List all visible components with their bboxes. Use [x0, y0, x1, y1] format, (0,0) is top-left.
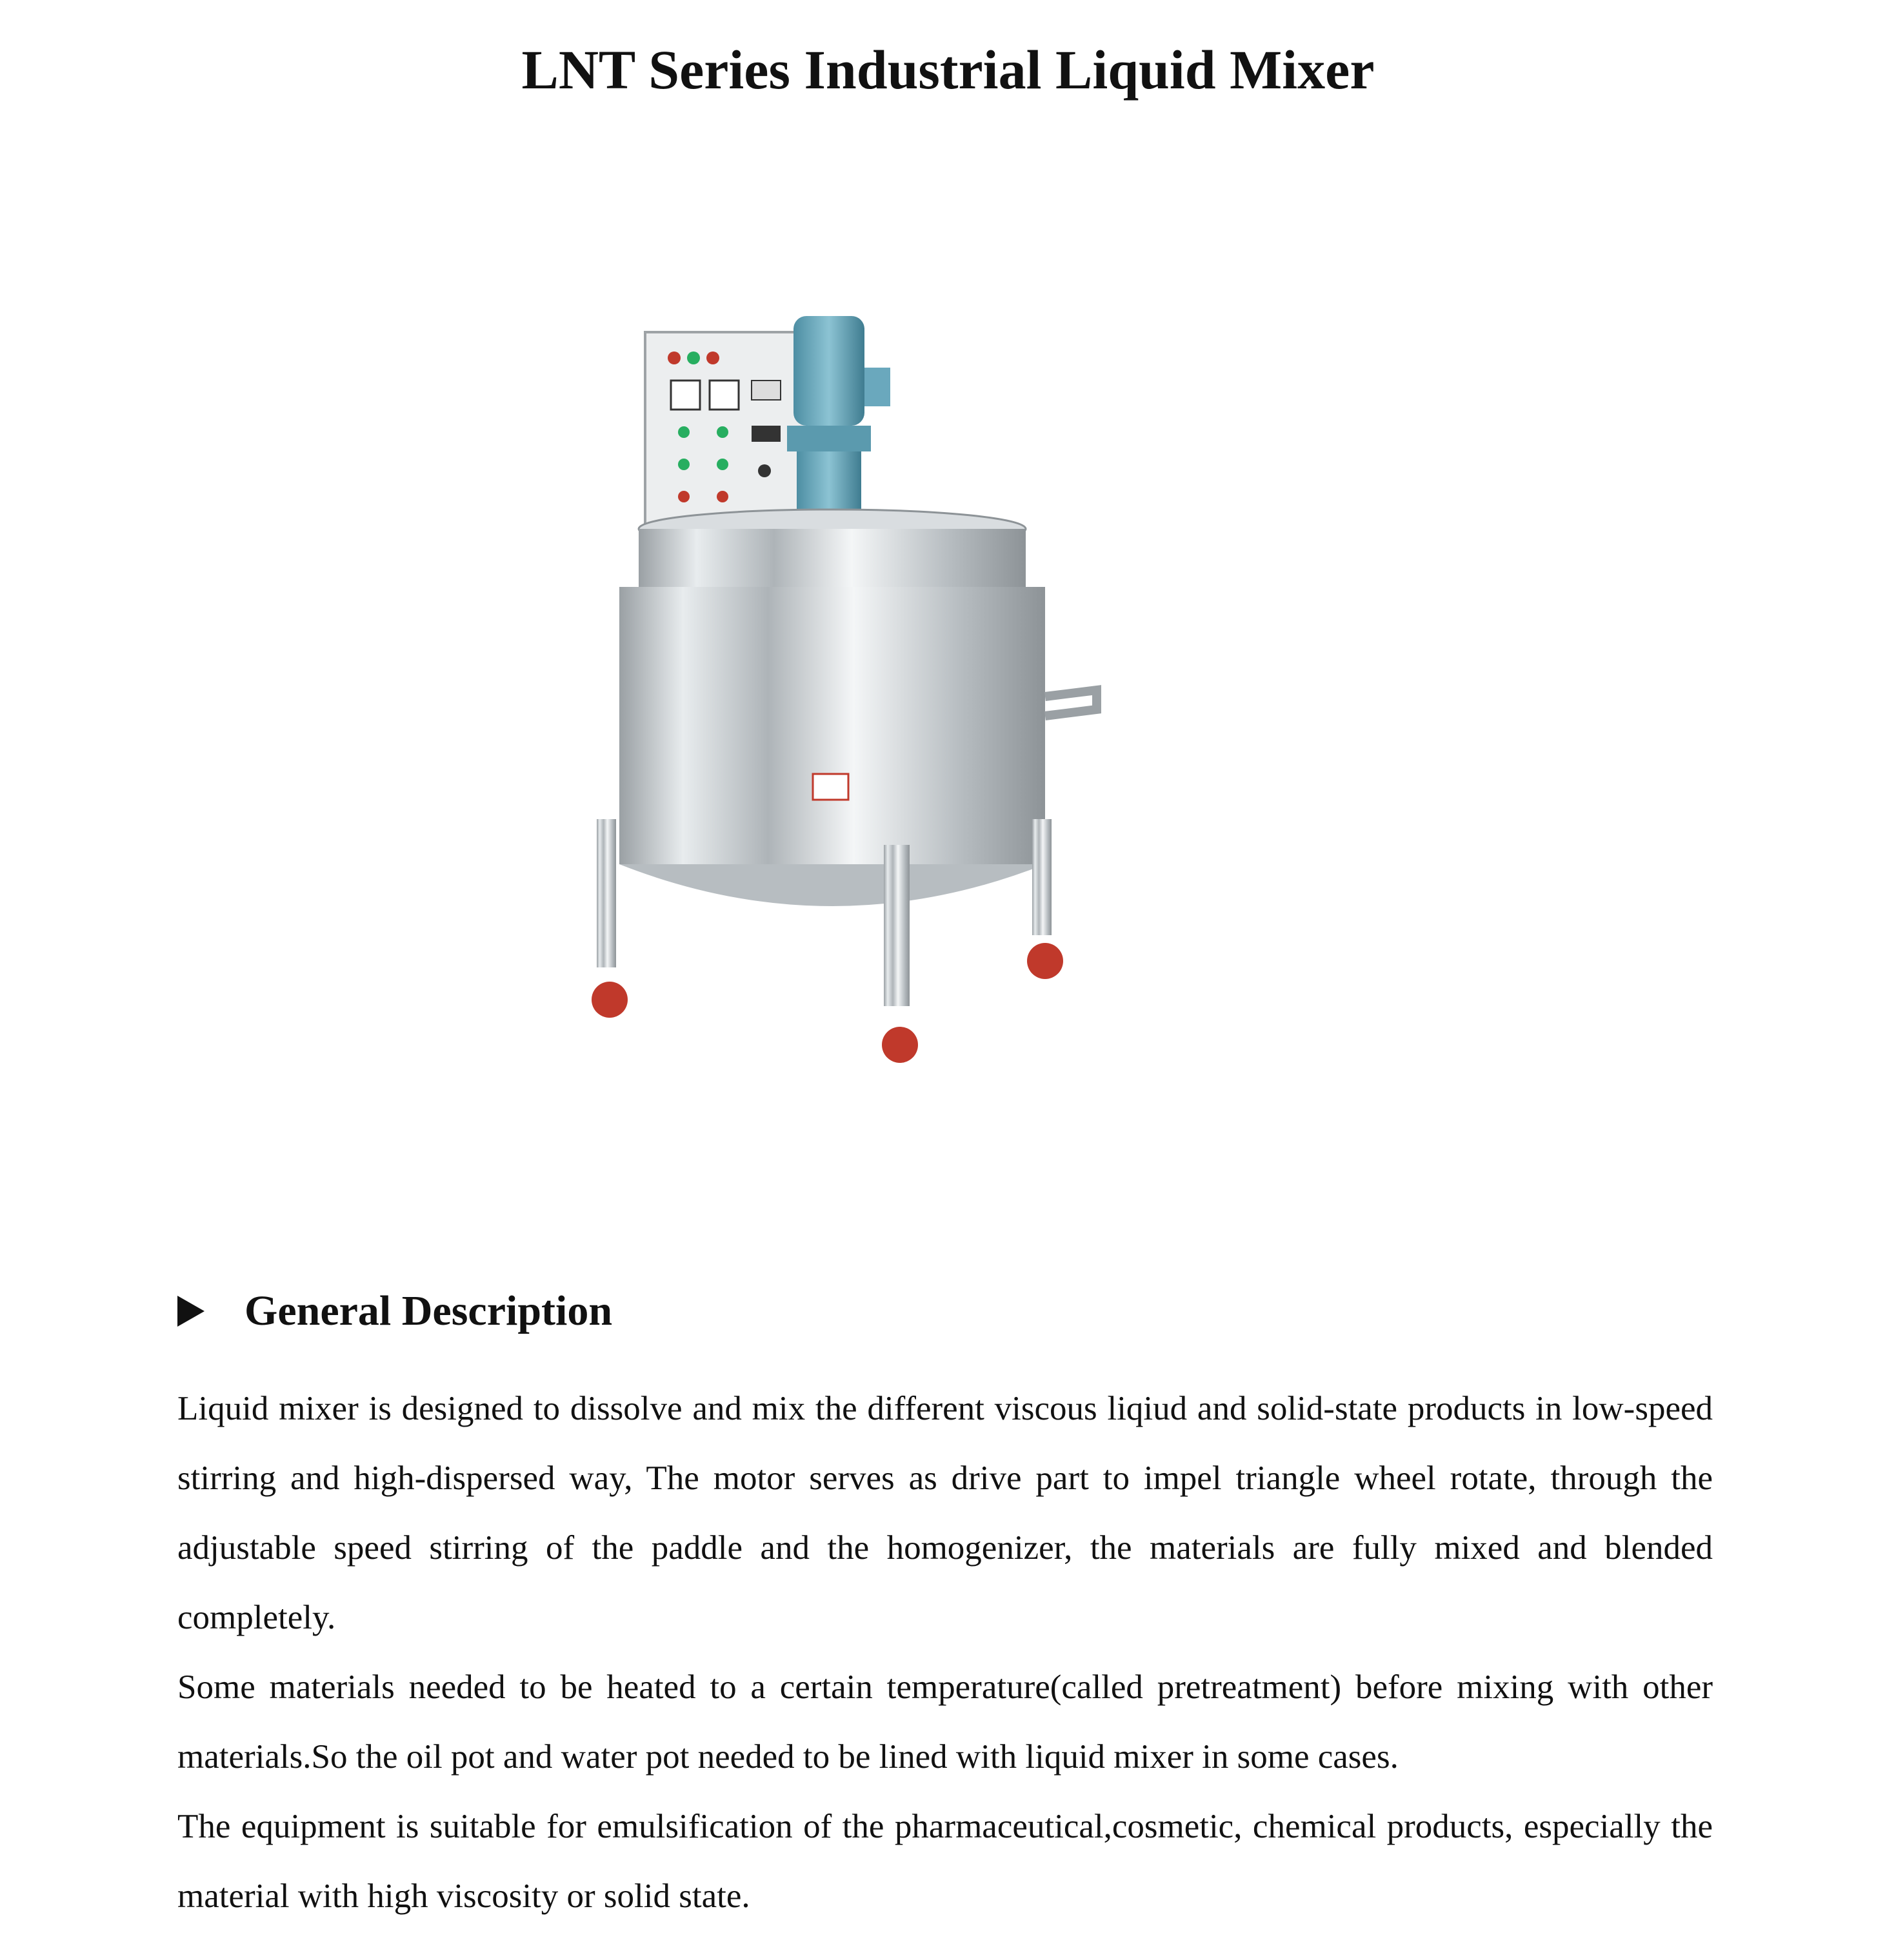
tank — [619, 510, 1097, 906]
arrow-bullet-icon — [177, 1296, 205, 1327]
paragraph: The equipment is suitable for emulsification of the pharmaceutical,cosmetic, chemical products, especially the material with high viscosity or solid state. — [177, 1808, 1713, 1915]
mixer-tank-image — [400, 174, 1497, 1238]
motor — [787, 316, 890, 516]
page-title: LNT Series Industrial Liquid Mixer — [521, 39, 1375, 101]
description-body — [177, 1374, 1713, 1931]
paragraph: Some materials needed to be heated to a certain temperature(called pretreatment) before mixing with other materials.So the oil pot and water pot needed to be lined with liquid mixer in some cases. — [177, 1668, 1713, 1776]
paragraph: Liquid mixer is designed to dissolve and mix the different viscous liqiud and solid-state products in low-speed stirring and high-dispersed way, The motor serves as drive part to impel triangle wheel rotate, through the adjustable speed stirring of the paddle and the homogenizer, the materials are fully mixed and blended completely. — [177, 1390, 1713, 1636]
section-title: General Description — [244, 1287, 613, 1334]
section-heading — [177, 1276, 612, 1347]
